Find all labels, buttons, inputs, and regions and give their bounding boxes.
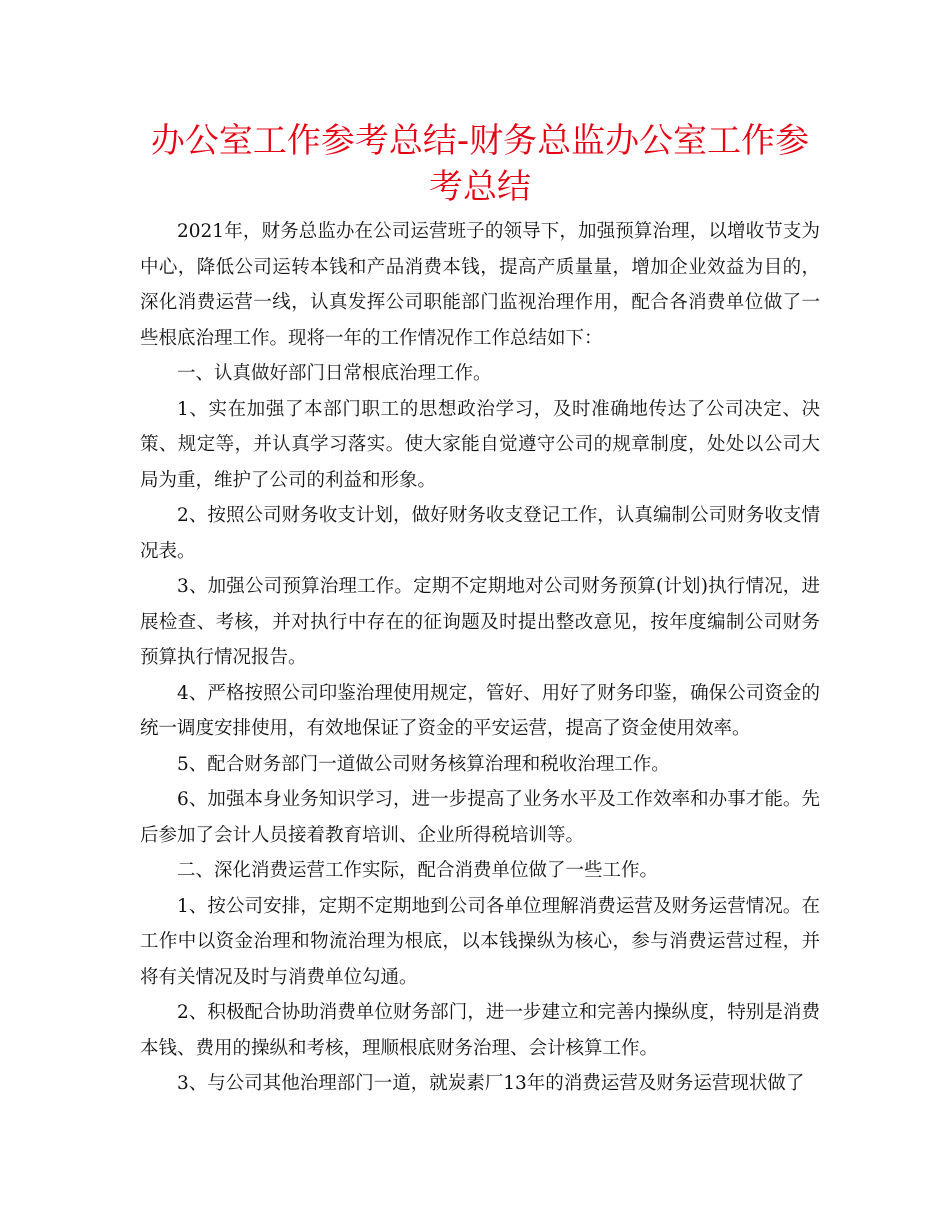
section-heading-2: 二、深化消费运营工作实际，配合消费单位做了一些工作。 (177, 860, 659, 881)
paragraph-1-1: 1、实在加强了本部门职工的思想政治学习，及时准确地传达了公司决定、决策、规定等，并认真学习落实。使大家能自觉遵守公司的规章制度，处处以公司大局为重，维护了公司的利益和形象。 (140, 398, 820, 491)
paragraph-1-4: 4、严格按照公司印鉴治理使用规定，管好、用好了财务印鉴，确保公司资金的统一调度安排使用，有效地保证了资金的平安运营，提高了资金使用效率。 (140, 682, 820, 739)
document-body (140, 214, 820, 1102)
paragraph-2-3: 3、与公司其他治理部门一道，就炭素厂13年的消费运营及财务运营现状做了 (177, 1073, 805, 1094)
paragraph-intro: 2021年，财务总监办在公司运营班子的领导下，加强预算治理，以增收节支为中心，降低公司运转本钱和产品消费本钱，提高产质量量，增加企业效益为目的，深化消费运营一线，认真发挥公司职能部门监视治理作用，配合各消费单位做了一些根底治理工作。现将一年的工作情况作工作总结如下： (140, 221, 820, 349)
paragraph-1-6: 6、加强本身业务知识学习，进一步提高了业务水平及工作效率和办事才能。先后参加了会计人员接着教育培训、企业所得税培训等。 (140, 789, 820, 846)
paragraph-2-2: 2、积极配合协助消费单位财务部门，进一步建立和完善内操纵度，特别是消费本钱、费用的操纵和考核，理顺根底财务治理、会计核算工作。 (140, 1002, 820, 1059)
paragraph-1-3: 3、加强公司预算治理工作。定期不定期地对公司财务预算(计划)执行情况，进展检查、考核，并对执行中存在的征询题及时提出整改意见，按年度编制公司财务预算执行情况报告。 (140, 576, 820, 668)
paragraph-1-5: 5、配合财务部门一道做公司财务核算治理和税收治理工作。 (177, 753, 670, 775)
paragraph-1-2: 2、按照公司财务收支计划，做好财务收支登记工作，认真编制公司财务收支情况表。 (140, 505, 820, 562)
section-heading-1: 一、认真做好部门日常根底治理工作。 (177, 363, 492, 384)
paragraph-2-1: 1、按公司安排，定期不定期地到公司各单位理解消费运营及财务运营情况。在工作中以资金治理和物流治理为根底，以本钱操纵为核心，参与消费运营过程，并将有关情况及时与消费单位勾通。 (140, 895, 820, 988)
document-title: 办公室工作参考总结-财务总监办公室工作参考总结 (150, 121, 810, 207)
document-page (140, 118, 820, 1102)
